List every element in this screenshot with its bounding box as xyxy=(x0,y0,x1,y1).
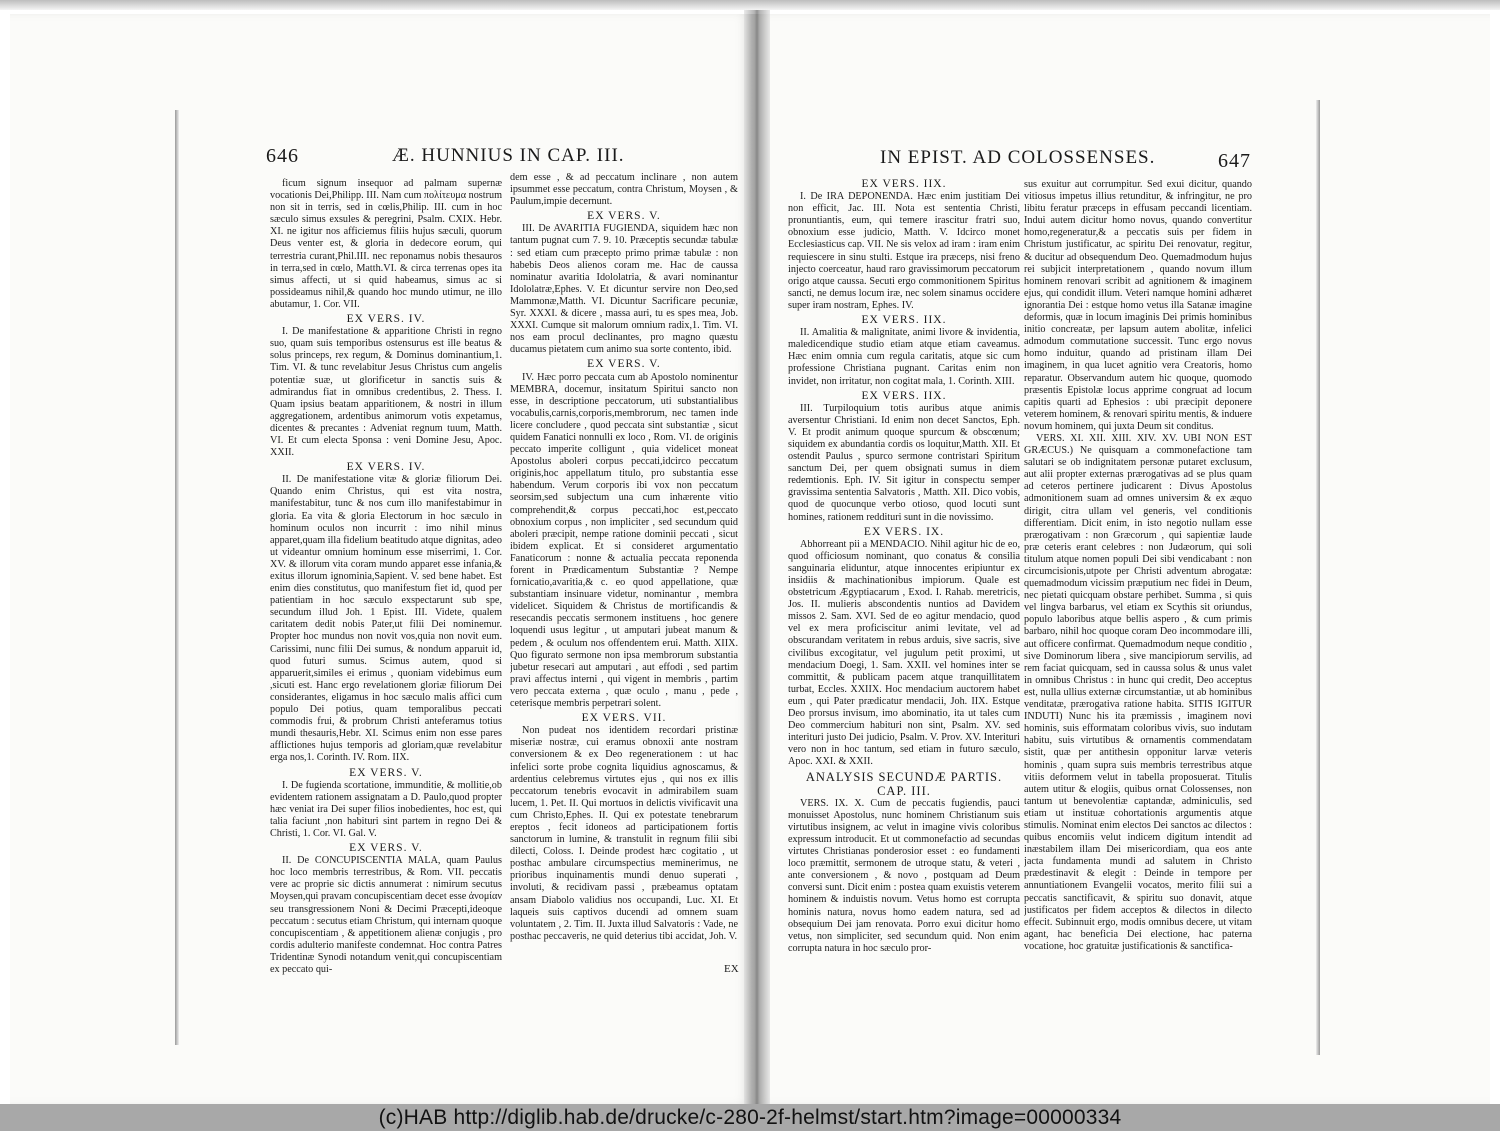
left-column-2 xyxy=(510,172,738,982)
paragraph: III. De AVARITIA FUGIENDA, siquidem hæc non tantum pugnat cum 7. 9. 10. Præceptis secundæ tabulæ : sed etiam cum præcepto primo primæ tabulæ : non habebis Deos alienos coram me. Hac de caussa nominatur avaritia Idololatria, & avari nominantur Idololatræ,Ephes. V. Et dicuntur servire non Deo,sed Mammonæ,Matth. VI. Dicuntur Sacrificare pecuniæ, Syr. XXXI. & dicere , massa auri, tu es spes mea, Job. XXXI. Cumque sit malorum omnium radix,1. Tim. VI. nos eam procul declinantes, pro magno quæstu ducamus pietatem cum animo sua sorte contento, ibid. xyxy=(510,223,738,356)
section-heading: EX VERS. VII. xyxy=(581,712,667,725)
paragraph: ficum signum insequor ad palmam supernæ vocationis Dei,Philipp. III. Nam cum πολίτευμα nostrum non sit in terris, sed in cœlis,Philip. III. cum in hoc sæculo simus exsules & peregrini, Psalm. CXIX. Hebr. XI. ne igitur nos afficiemus filiis hujus sæculi, quorum Deus venter est, & gloria in dedecore eorum, qui terrestria curant,Phil.III. nec reponamus nobis thesauros in terra,sed in cœlo, Matth.VI. & circa terrenas opes ita simus affecti, ut si quid habeamus, simus ac si possideamus nihil,& quando hoc mundo utimur, ne illo abutamur, 1. Cor. VII. xyxy=(270,178,502,310)
section-heading: EX VERS. IV. xyxy=(346,461,426,474)
section-heading: ANALYSIS SECUNDÆ PARTIS. xyxy=(805,769,1003,784)
footer-copyright-url: (c)HAB http://diglib.hab.de/drucke/c-280-2f-helmst/start.htm?image=00000334 xyxy=(378,1105,1122,1129)
section-heading: EX VERS. V. xyxy=(587,210,661,223)
left-page-edge xyxy=(175,110,179,1045)
paragraph: Non pudeat nos identidem recordari pristinæ miseriæ nostræ, cui eramus obnoxii ante nostram conversionem & ex Deo regenerationem : ut hac infelici sorte probe cognita liquidius agnoscamus, & ardentius celebremus virtutes ejus , qui nos ex illis peccatorum tenebris evocavit in admirabilem suam lucem, 1. Pet. II. Qui mortuos in delictis vivificavit una cum Christo,Ephes. II. Qui ex potestate tenebrarum ereptos , fecit idoneos ad participationem fortis sanctorum in lumine, & transtulit in regnum filii sibi dilecti, Coloss. I. Deinde prodest hæc cogitatio , ut posthac ambulare circumspectius meminerimus, ne prioribus inquinamentis mundi denuo superati , involuti, & recidivam passi , præbeamus optatam ansam Diabolo validius nos occupandi, Luc. XI. Et laqueis suis captivos ducendi ad omnem suam voluntatem , 2. Tim. II. Juxta illud Salvatoris : Vade, ne posthac peccaveris, ne quid deterius tibi accidat, Joh. V. xyxy=(510,725,738,942)
book-gutter xyxy=(744,10,770,1105)
footer-bar xyxy=(0,1104,1500,1131)
paragraph: VERS. IX. X. Cum de peccatis fugiendis, pauci monuisset Apostolus, nunc hominem Christianum suis virtutibus insignem, ac velut in imagine vivis coloribus expressum introducit. Et ut commonefactio ad secundas virtutes Christianas ponderosior esset : eo fundamenti loco præmittit, sermonem de utroque statu, & veteri , ante conversionem , & novo , postquam ad Deum conversi sunt. Dicit enim : postea quam exuistis veterem hominem & induistis novum. Vetus homo est corrupta hominis natura, novus homo eadem natura, sed ad obsequium Dei jam renovata. Porro exui dicitur homo vetus, non simpliciter, sed secundum quid. Non enim corrupta natura in hoc sæculo pror- xyxy=(788,797,1020,954)
left-page-number: 646 xyxy=(266,145,299,167)
scan-top-edge xyxy=(0,0,1500,10)
left-column-1 xyxy=(270,178,502,986)
section-heading: EX VERS. IX. xyxy=(863,525,945,538)
right-page-edge xyxy=(1316,100,1320,1055)
catchword: EX xyxy=(724,963,739,975)
paragraph: II. Amalitia & malignitate, animi livore & invidentia, maledicendique studio etiam atque etiam caveamus. Hæc enim omnia cum regula caritatis, atque sic cum professione Christiana pugnant. Caritas enim non invidet, non irritatur, non cogitat mala, 1. Corinth. XIII. xyxy=(788,327,1020,387)
paragraph: II. De manifestatione vitæ & gloriæ filiorum Dei. Quando enim Christus, qui est vita nostra, manifestabitur, tunc & nos cum illo manifestabimur in gloria. Ea vita & gloria Electorum in hoc sæculo in hominum oculos non incurrit : imo nihil minus apparet,quam illa fidelium beatitudo atque dignitas, adeo ut videantur omnium hominum esse miserrimi, 1. Cor. XV. & illorum vita coram mundo apparet esse infania,& exitus illorum ignominia,Sapient. V. sed bene habet. Est enim dies constitutus, quo manifestum fiet id, quod per patientiam in hoc sæculo exspectarunt sub spe, secundum illud Joh. 1 Epist. III. Videte, qualem caritatem dedit nobis Pater,ut filii Dei nominemur. Propter hoc mundus non novit vos,quia non novit eum. Carissimi, nunc filii Dei sumus, & nondum apparuit id, quod futuri sumus. Scimus autem, quod si apparuerit,similes ei erimus , quoniam videbimus eum ,sicuti est. Hanc ergo revelationem gloriæ filiorum Dei considerantes, eligamus in hoc sæculo malis affici cum populo Dei potius, quam temporalibus peccati commodis frui, & probrum Christi anteferamus totius mundi thesauris,Hebr. XI. Scimus enim non esse pares afflictiones hujus temporis ad gloriam,quæ revelabitur erga nos,1. Corinth. IV. Rom. IIX. xyxy=(270,474,502,764)
paragraph: I. De manifestatione & apparitione Christi in regno suo, quam suis temporibus ostensurus est ille beatus & solus princeps, rex regum, & Dominus dominantium,1. Tim. VI. & tunc revelabitur Jesus Christus cum angelis potentiæ suæ, ut glorificetur in sanctis suis & admirandus fiat in omnibus credentibus, 2. Thess. I. Quam ipsius beatam apparitionem, & nostri in illum aggregationem, ardentibus animorum votis expetamus, dicentes & precantes : Adveniat regnum tuum, Matth. VI. Et cum electa Sponsa : veni Domine Jesu, Apoc. XXII. xyxy=(270,326,502,459)
right-column-1 xyxy=(788,176,1020,984)
right-column-2 xyxy=(1024,179,1252,993)
section-heading: EX VERS. IIX. xyxy=(861,314,947,327)
paragraph: II. De CONCUPISCENTIA MALA, quam Paulus hoc loco membris terrestribus, & Rom. VII. peccatis vere ac proprie sic dictis annumerat : nimirum secutus Moysen,qui pravam concupiscentiam decet esse ἀνομίαν seu transgressionem Noni & Decimi Præcepti,ideoque peccatum : secutus etiam Christum, qui internam quoque concupiscentiam , & appetitionem alienæ conjugis , pro cordis adulterio manifeste condemnat. Hoc contra Patres Tridentinæ Synodi notandum venit,qui concupiscentiam ex peccato qui- xyxy=(270,855,502,975)
section-heading: EX VERS. V. xyxy=(587,358,661,371)
section-heading: EX VERS. IIX. xyxy=(861,389,947,402)
paragraph: IV. Hæc porro peccata cum ab Apostolo nominentur MEMBRA, docemur, insitatum Spiritui sancto non esse, in descriptione peccatorum, uti substantialibus vocabulis,carnis,corporis,membrorum, nec tamen inde licere concludere , quod peccata sint substantiæ , sicut quidem Fanatici nonnulli ex loco , Rom. VI. de originis peccato imperite colligunt , quia videlicet moneat Apostolus aboleri corpus peccati,idcirco peccatum originis,hoc appellatum titulo, pro substantia esse habendum. Verum corporis ibi vox non peccatum seorsim,sed subjectum una cum inhærente vitio comprehendit,& corpus peccati,hoc est,peccato obnoxium corpus , non impliciter , sed secundum quid aboleri præcipit, nempe ratione dominii peccati , sicut ibidem explicat. Et si consideret argumentatio Fanaticorum : nonne & actualia peccata reponenda forent in Prædicamentum Substantiæ ? Nempe fornicatio,avaritia,& c. eo quod appellatione, quæ substantiam insinuare videtur, nominantur , membra videlicet. Siquidem & Christus de mortificandis & resecandis peccatis sermonem instituens , hoc genere loquendi usus legitur , ut amputari jubeat manum & pedem , & oculum nos offendentem erui. Matth. XIIX. Quo figurato sermone non ipsa membrorum substantia jubetur resecari aut amputari , aut effodi , sed partim pravi affectus interni , qui vigent in membris , partim vero peccata externa , quæ oculo , manu , pede , ceterisque membris perpetrari solent. xyxy=(510,371,738,710)
paragraph: VERS. XI. XII. XIII. XIV. XV. UBI NON EST GRÆCUS.) Ne quisquam a commonefactione tam salutari se ob indignitatem personæ putaret exclusum, aut alii propter externas prærogativas ad se plus quam ad ceteros pertinere judicarent : Divus Apostolus admonitionem suam ad omnes universim & ex æquo dirigit, citra ullam vel generis, vel conditionis differentiam. Dicit enim, in isto negotio nullam esse prærogativam : non Græcorum , qui sapientiæ laude præ ceteris erant celebres : non Judæorum, qui soli titulum atque nomen populi Dei sibi vendicabant : non circumcisionis,utpote per Christi adventum abrogatæ: quemadmodum vicissim præputium nec fidei in Deum, nec pietati quicquam obstare perhibet. Summa , si quis vel lingva barbarus, vel etiam ex Scythis sit oriundus, populo laboribus atque bellis aspero , & cum primis barbaro, nihil hoc quoque coram Deo incommodare illi, aut officere confirmat. Quemadmodum neque conditio , sive Dominorum libera , sive mancipiorum servilis, ad rem faciat quicquam, sed in caussa solus & unus valet in omnibus Christus : in hunc qui credit, Deo acceptus est, nulla ullius externæ circumstantiæ, ut ab hominibus venditatæ, prærogativa ratione habita. SITIS IGITUR INDUTI) Nunc his ita præmissis , imaginem novi hominis, suis efformatam coloribus vivis, suo indutam habitu, suis virtutibus & ornamentis commendatam sistit, quæ per antithesin opponitur larvæ veteris hominis , quam supra suis membris terrestribus atque vitiis deformem velut in tabella proposuerat. Titulis autem utitur & elogiis, quibus ornat Colossenses, non tantum ut benevolentiæ captandæ, adminiculis, sed etiam ut instituæ cohortationis argumentis atque stimulis. Nominat enim electos Dei sanctos ac dilectos : quibus encomiis velut indicem digitum intendit ad inæstabilem illam Dei misericordiam, qua eos ante jacta fundamenta mundi ad salutem in Christo prædestinavit & elegit : Deinde in tempore per annuntiationem Evangelii vocatos, merito filii sui a peccatis sanctificavit, & spiritu suo donavit, atque justificatos per fidem acceptos & dilectos in dilecto effecit. Subinnuit ergo, modis omnibus decere, ut vitam agant, hac beneficia Dei electione, hac paterna vocatione, hoc gratuitæ justificationis & sanctifica- xyxy=(1024,432,1252,952)
section-heading: EX VERS. IIX. xyxy=(861,178,947,190)
paragraph: dem esse , & ad peccatum inclinare , non autem ipsummet esse peccatum, contra Christum, Moysen , & Paulum,impie decernunt. xyxy=(510,172,738,208)
section-heading: EX VERS. IV. xyxy=(346,313,426,326)
paragraph: III. Turpiloquium totis auribus atque animis aversentur Christiani. Id enim non decet Sanctos, Eph. V. Et prodit animum quoque spurcum & obscœnum; siquidem ex abundantia cordis os loquitur,Matth. XII. Et ostendit Paulus , spurco sermone contristari Spiritum sanctum Dei, per quem obsignati sumus in diem redemtionis. Eph. IV. Sit igitur in conspectu semper gravissima sententia Salvatoris , Matth. XII. Dico vobis, quod de quocunque verbo otioso, quod locuti sunt homines, rationem reddituri sunt in die novissimo. xyxy=(788,402,1020,523)
right-running-title: IN EPIST. AD COLOSSENSES. xyxy=(880,147,1156,168)
paragraph: I. De IRA DEPONENDA. Hæc enim justitiam Dei non efficit, Jac. III. Nota est sententia Christi, pronuntiantis, eum, qui temere irascitur fratri suo, obnoxium esse judicio, Matth. V. Idcirco monet Ecclesiasticus cap. VII. Ne sis velox ad iram : iram enim requiescere in sinu stulti. Estque ira præceps, nisi freno injecto coerceatur, haud raro gravissimorum peccatorum origo atque caussa. Secuti ergo commonitionem Spiritus sancti, ne demus locum iræ, nec solem sinamus occidere super iram nostram, Ephes. IV. xyxy=(788,191,1020,311)
paragraph: I. De fugienda scortatione, immunditie, & mollitie,ob evidentem rationem assignatam a D. Paulo,quod propter hæc veniat ira Dei super filios inobedientes, hoc est, qui talia faciunt ,non habituri sint partem in regno Dei & Christi, 1. Cor. VI. Gal. V. xyxy=(270,779,502,839)
section-heading: CAP. III. xyxy=(877,783,931,798)
right-page-number: 647 xyxy=(1218,150,1251,172)
paragraph: sus exuitur aut corrumpitur. Sed exui dicitur, quando vitiosus impetus illius retunditur, & infringitur, ne pro libitu feratur præceps in effusam peccandi licentiam. Indui autem dicitur homo novus, quando convertitur homo,regeneratur,& a peccatis suis per fidem in Christum justificatur, ac spiritu Dei renovatur, regitur, & ducitur ad obsequendum Deo. Quemadmodum hujus rei subjicit interpretationem , quando novum illum hominem renovari scribit ad agnitionem & imaginem ejus, qui condidit illum. Veteri namque homini adhæret ignorantia Dei : estque homo vetus illa Satanæ imagine deformis, quæ in locum imaginis Dei primis hominibus initio concreatæ, per lapsum autem abolitæ, infelici admodum commutatione successit. Tunc ergo novus homo induitur, quando ad pristinam illam Dei imaginem, in qua lucet agnitio vera Creatoris, homo reparatur. Observandum autem hic quoque, quomodo præsentis Epistolæ locus apprime congruat ad locum capitis quarti ad Ephesios : ubi præcipit deponere veterem hominem, & renovari spiritu mentis, & induere novum hominem, qui juxta Deum sit conditus. xyxy=(1024,179,1252,432)
paragraph: Abhorreant pii a MENDACIO. Nihil agitur hic de eo, quod officiosum nominant, quo conatus & consilia sanguinaria eliduntur, atque innocentes eripiuntur ex insidiis & machinationibus impiorum. Quale est obstetricum Ægyptiacarum , Exod. I. Rahab. meretricis, Jos. II. mulieris abscondentis nuntios ad Davidem missos 2. Sam. XVI. Sed de eo agitur mendacio, quod vel ex mera proficiscitur animi levitate, vel ad obscurandam veritatem in rebus arduis, sive sacris, sive civilibus excogitatur, vel jugulum petit proximi, ut mendacium Doegi, 1. Sam. XXII. vel homines inter se committit, & publicam pacem atque tranquillitatem turbat, Eccles. XXIIX. Hoc mendacium auctorem habet eum , qui Pater prædicatur mendacii, Joh. IIX. Estque Deo prorsus invisum, imo abominatio, ita ut tales cum Deo commercium habituri non sint, Psalm. XV. sed interituri justo Dei judicio, Psalm. V. Prov. XV. Interituri vero non in hoc tantum, sed etiam in futuro sæculo, Apoc. XXI. & XXII. xyxy=(788,538,1020,768)
left-running-title: Æ. HUNNIUS IN CAP. III. xyxy=(392,145,625,166)
section-heading: EX VERS. V. xyxy=(349,842,423,855)
section-heading: EX VERS. V. xyxy=(349,766,423,779)
